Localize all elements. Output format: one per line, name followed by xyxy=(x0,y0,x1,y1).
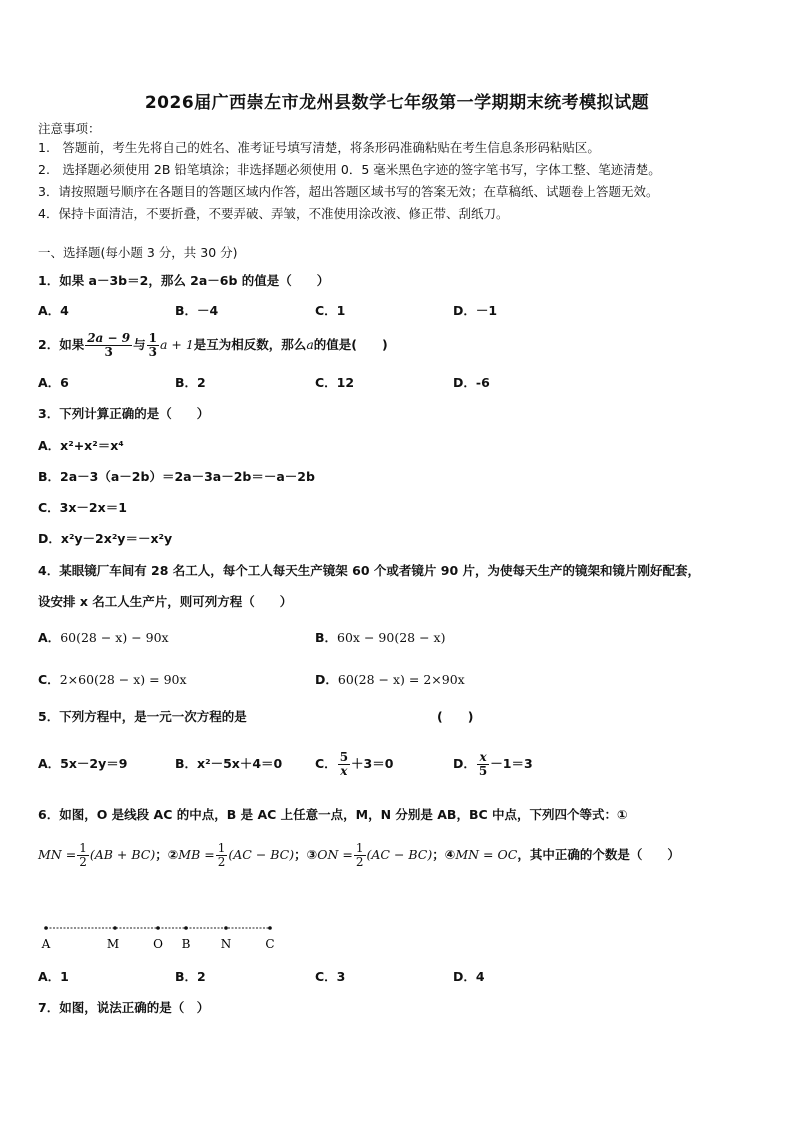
q6-end: ，其中正确的个数是（ ） xyxy=(517,847,680,862)
q6-option-b: B．2 xyxy=(175,969,206,984)
q2-option-c: C．12 xyxy=(315,375,355,390)
q6-eq4: MN = OC xyxy=(455,847,518,862)
q4-expr-d: 60(28 − x) = 2×90x xyxy=(337,672,465,687)
q4-option-c xyxy=(38,671,187,689)
q4-option-b xyxy=(315,629,445,647)
q6-option-d: D．4 xyxy=(453,969,485,984)
q5-c-num: 5 xyxy=(339,750,349,764)
q6-eq3-right: (AC − BC) xyxy=(366,847,433,862)
q4-option-d xyxy=(315,671,465,689)
q5-option-d xyxy=(453,741,533,787)
q2-fraction-2 xyxy=(147,332,159,359)
q5-c-label: C． xyxy=(315,756,337,771)
q5-d-den: 5 xyxy=(478,764,488,778)
q6-eq1-half xyxy=(77,842,89,869)
q5-d-tail: －1＝3 xyxy=(490,756,533,771)
q6-eq1-right: (AB + BC) xyxy=(89,847,156,862)
q4-stem-line2: 设安排 x 名工人生产片，则可列方程（ ） xyxy=(38,594,293,609)
notice-item-3: 3．请按照题号顺序在各题目的答题区域内作答，超出答题区域书写的答案无效；在草稿纸、试题卷上答题无效。 xyxy=(38,184,659,199)
notice-item-1: 1. 答题前，考生先将自己的姓名、准考证号填写清楚，将条形码准确粘贴在考生信息条形码粘贴区。 xyxy=(38,140,600,155)
page-title: 2026届广西崇左市龙州县数学七年级第一学期期末统考模拟试题 xyxy=(144,93,650,113)
q4-label-d: D． xyxy=(315,672,338,687)
point-b-label: B xyxy=(181,937,191,951)
q1-option-a: A．4 xyxy=(38,303,69,318)
notice-heading: 注意事项： xyxy=(38,121,101,136)
point-o-label: O xyxy=(153,937,163,951)
q3-option-a: A．x²+x²＝x⁴ xyxy=(38,438,124,453)
q6-option-a: A．1 xyxy=(38,969,69,984)
q2-frac2-den: 3 xyxy=(148,345,157,359)
q3-option-b: B．2a－3（a－2b）＝2a－3a－2b＝－a－2b xyxy=(38,469,315,484)
q1-option-c: C．1 xyxy=(315,303,346,318)
q6-sep4: ；④ xyxy=(432,847,456,862)
q2-prefix: 2．如果 xyxy=(38,337,85,352)
q2-option-a: A．6 xyxy=(38,375,69,390)
q6-sep2: ；② xyxy=(155,847,179,862)
q3-stem: 3．下列计算正确的是（ ） xyxy=(38,406,210,421)
q6-eq2-left: MB = xyxy=(178,847,215,862)
q2-option-d: D．-6 xyxy=(453,375,490,390)
q5-stem: 5．下列方程中，是一元一次方程的是 xyxy=(38,709,247,724)
q6-eq1-half-den: 2 xyxy=(79,855,87,869)
point-b-dot xyxy=(184,926,188,930)
q6-option-c: C．3 xyxy=(315,969,346,984)
q5-c-den: x xyxy=(340,764,348,778)
notice-item-2: 2. 选择题必须使用 2B 铅笔填涂；非选择题必须使用 0．5 毫米黑色字迹的签字笔书写，字体工整、笔迹清楚。 xyxy=(38,162,661,177)
q6-eq2-half-den: 2 xyxy=(217,855,226,869)
q2-suffix: 是互为相反数，那么 xyxy=(193,337,307,352)
q5-option-c xyxy=(315,741,393,787)
q5-d-fraction xyxy=(477,751,489,778)
q1-option-b: B．－4 xyxy=(175,303,219,318)
q2-tail-math: a + 1 xyxy=(159,337,194,352)
point-c-dot xyxy=(268,926,272,930)
point-o-dot xyxy=(156,926,160,930)
point-m-dot xyxy=(113,926,117,930)
q5-paren: ( ) xyxy=(437,709,474,724)
q4-label-a: A． xyxy=(38,630,61,645)
q4-label-b: B． xyxy=(315,630,338,645)
q4-expr-c: 2×60(28 − x) = 90x xyxy=(59,672,187,687)
q4-expr-b: 60x − 90(28 − x) xyxy=(337,630,446,645)
q6-eq2-right: (AC − BC) xyxy=(228,847,295,862)
q7-stem: 7．如图，说法正确的是（ ） xyxy=(38,1000,210,1015)
point-n-dot xyxy=(224,926,228,930)
notice-item-4: 4．保持卡面清洁，不要折叠，不要弄破、弄皱，不准使用涂改液、修正带、刮纸刀。 xyxy=(38,206,509,221)
q5-d-label: D． xyxy=(453,756,476,771)
q6-eq3-half xyxy=(354,842,366,869)
point-n-label: N xyxy=(220,937,232,951)
section-heading: 一、选择题(每小题 3 分，共 30 分) xyxy=(38,245,238,260)
q5-option-b: B．x²－5x＋4＝0 xyxy=(175,756,283,771)
q6-eq2-half-num: 1 xyxy=(217,841,226,855)
q5-c-fraction xyxy=(338,751,350,778)
q3-option-c: C．3x－2x＝1 xyxy=(38,500,127,515)
q5-option-a: A．5x－2y＝9 xyxy=(38,756,128,771)
q5-d-num: x xyxy=(477,751,489,765)
q1-option-d: D．－1 xyxy=(453,303,498,318)
point-m-label: M xyxy=(106,937,120,951)
q6-eq2-half xyxy=(216,842,228,869)
q6-eq3-left: ON = xyxy=(317,847,353,862)
q2-mid: 与 xyxy=(133,337,146,352)
q2-fraction-1 xyxy=(85,332,132,359)
q1-stem: 1．如果 a－3b＝2，那么 2a－6b 的值是（ ） xyxy=(38,273,330,288)
q6-sep3: ；③ xyxy=(294,847,318,862)
q6-stem-line1: 6．如图，O 是线段 AC 的中点，B 是 AC 上任意一点，M，N 分别是 AB，BC 中点，下列四个等式：① xyxy=(38,807,628,822)
q6-eq3-half-num: 1 xyxy=(355,841,364,855)
q4-label-c: C． xyxy=(38,672,60,687)
q6-eq1-left: MN = xyxy=(38,847,77,862)
q2-stem xyxy=(38,328,388,362)
segment-diagram xyxy=(38,918,288,958)
q2-frac2-num: 1 xyxy=(148,331,157,345)
point-a-label: A xyxy=(41,937,51,951)
q3-option-d: D．x²y－2x²y＝－x²y xyxy=(38,531,173,546)
q2-option-b: B．2 xyxy=(175,375,206,390)
q4-expr-a: 60(28 − x) − 90x xyxy=(60,630,169,645)
q5-c-tail: ＋3＝0 xyxy=(351,756,394,771)
q6-equations xyxy=(38,838,680,872)
point-a-dot xyxy=(44,926,48,930)
q2-end: 的值是( ) xyxy=(313,337,388,352)
point-c-label: C xyxy=(265,937,275,951)
q2-var: a xyxy=(306,337,314,352)
q2-frac1-num: 2a − 9 xyxy=(87,331,131,345)
q4-stem-line1: 4．某眼镜厂车间有 28 名工人，每个工人每天生产镜架 60 个或者镜片 90 片，为使每天生产的镜架和镜片刚好配套， xyxy=(38,563,700,578)
q6-eq3-half-den: 2 xyxy=(355,855,364,869)
q4-option-a xyxy=(38,629,169,647)
q2-frac1-den: 3 xyxy=(104,345,113,359)
q6-eq1-half-num: 1 xyxy=(79,841,87,855)
